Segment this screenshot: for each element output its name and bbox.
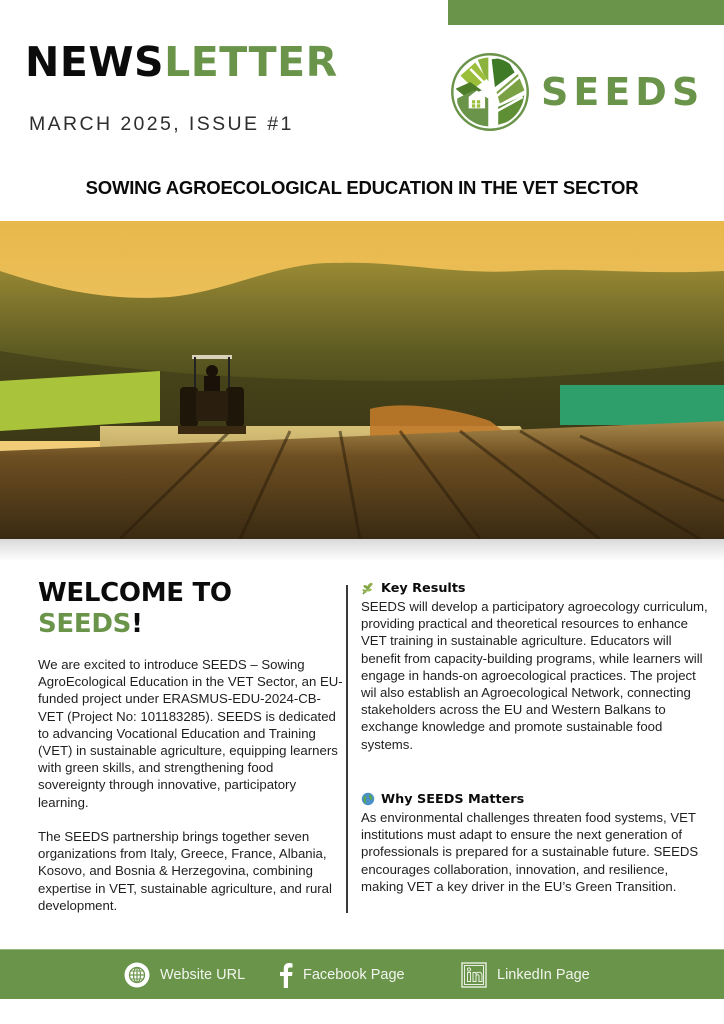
welcome-heading bbox=[38, 578, 232, 640]
hero-photo bbox=[0, 221, 724, 539]
tree-house-circle-icon bbox=[449, 51, 531, 133]
footer-bar bbox=[0, 949, 724, 999]
facebook-link[interactable] bbox=[279, 950, 405, 1000]
why-seeds-body: As environmental challenges threaten food systems, VET institutions must adapt to ensure the next generation of professionals is prepared for a sustainable future. SEEDS encourages collaboration, innovation, and resilience, making VET a key driver in the EU’s Green Transition. bbox=[361, 810, 699, 894]
key-results-section bbox=[361, 580, 711, 753]
welcome-heading-exclaim: ! bbox=[131, 609, 143, 639]
tractor-field-image bbox=[0, 221, 724, 539]
globe-icon bbox=[361, 792, 375, 806]
why-seeds-title: Why SEEDS Matters bbox=[381, 791, 525, 807]
welcome-heading-line1: WELCOME TO bbox=[38, 578, 232, 608]
newsletter-title-letter: LETTER bbox=[164, 38, 338, 86]
seedling-icon bbox=[361, 581, 375, 595]
linkedin-link[interactable] bbox=[461, 950, 590, 1000]
linkedin-icon bbox=[461, 962, 487, 988]
globe-icon bbox=[124, 962, 150, 988]
facebook-link-label: Facebook Page bbox=[303, 967, 405, 983]
key-results-title: Key Results bbox=[381, 580, 466, 596]
issue-date: MARCH 2025, ISSUE #1 bbox=[29, 113, 294, 135]
newsletter-title bbox=[25, 38, 338, 86]
key-results-heading bbox=[361, 580, 711, 596]
facebook-icon bbox=[279, 962, 293, 988]
welcome-heading-seeds: SEEDS bbox=[38, 609, 132, 639]
hero-shadow bbox=[0, 539, 724, 561]
why-seeds-heading bbox=[361, 791, 711, 807]
seeds-logo bbox=[449, 51, 704, 133]
top-accent-bar bbox=[448, 0, 724, 25]
intro-paragraph: We are excited to introduce SEEDS – Sowing AgroEcological Education in the VET Sector, an EU-funded project under ERASMUS-EDU-2024-CB-VET (Project No: 101183285). SEEDS is dedicated to advancing Vocational Education and Training (VET) in sustainable agriculture, equipping learners with green skills, and strengthening food sovereignty through innovative, participatory learning. bbox=[38, 657, 343, 810]
headline: SOWING AGROECOLOGICAL EDUCATION IN THE VET SECTOR bbox=[85, 177, 639, 198]
linkedin-link-label: LinkedIn Page bbox=[497, 967, 590, 983]
partnership-paragraph: The SEEDS partnership brings together seven organizations from Italy, Greece, France, Albania, Kosovo, and Bosnia & Herzegovina, combining expertise in VET, sustainable agriculture, and rural development. bbox=[38, 829, 332, 913]
logo-wordmark: SEEDS bbox=[541, 70, 705, 114]
website-link[interactable] bbox=[124, 950, 245, 1000]
why-seeds-section bbox=[361, 791, 711, 895]
key-results-body: SEEDS will develop a participatory agroecology curriculum, providing practical and theoretical resources to enhance VET training in sustainable agriculture. Educators will benefit from capacity-building programs, while learners will engage in hands-on agroecological practices. The project wil also establish an Agroecological Network, connecting stakeholders across the EU and Western Balkans to exchange knowledge and promote sustainable food systems. bbox=[361, 599, 708, 752]
column-divider bbox=[346, 585, 348, 913]
website-link-label: Website URL bbox=[160, 967, 246, 983]
newsletter-title-news: NEWS bbox=[25, 38, 165, 86]
